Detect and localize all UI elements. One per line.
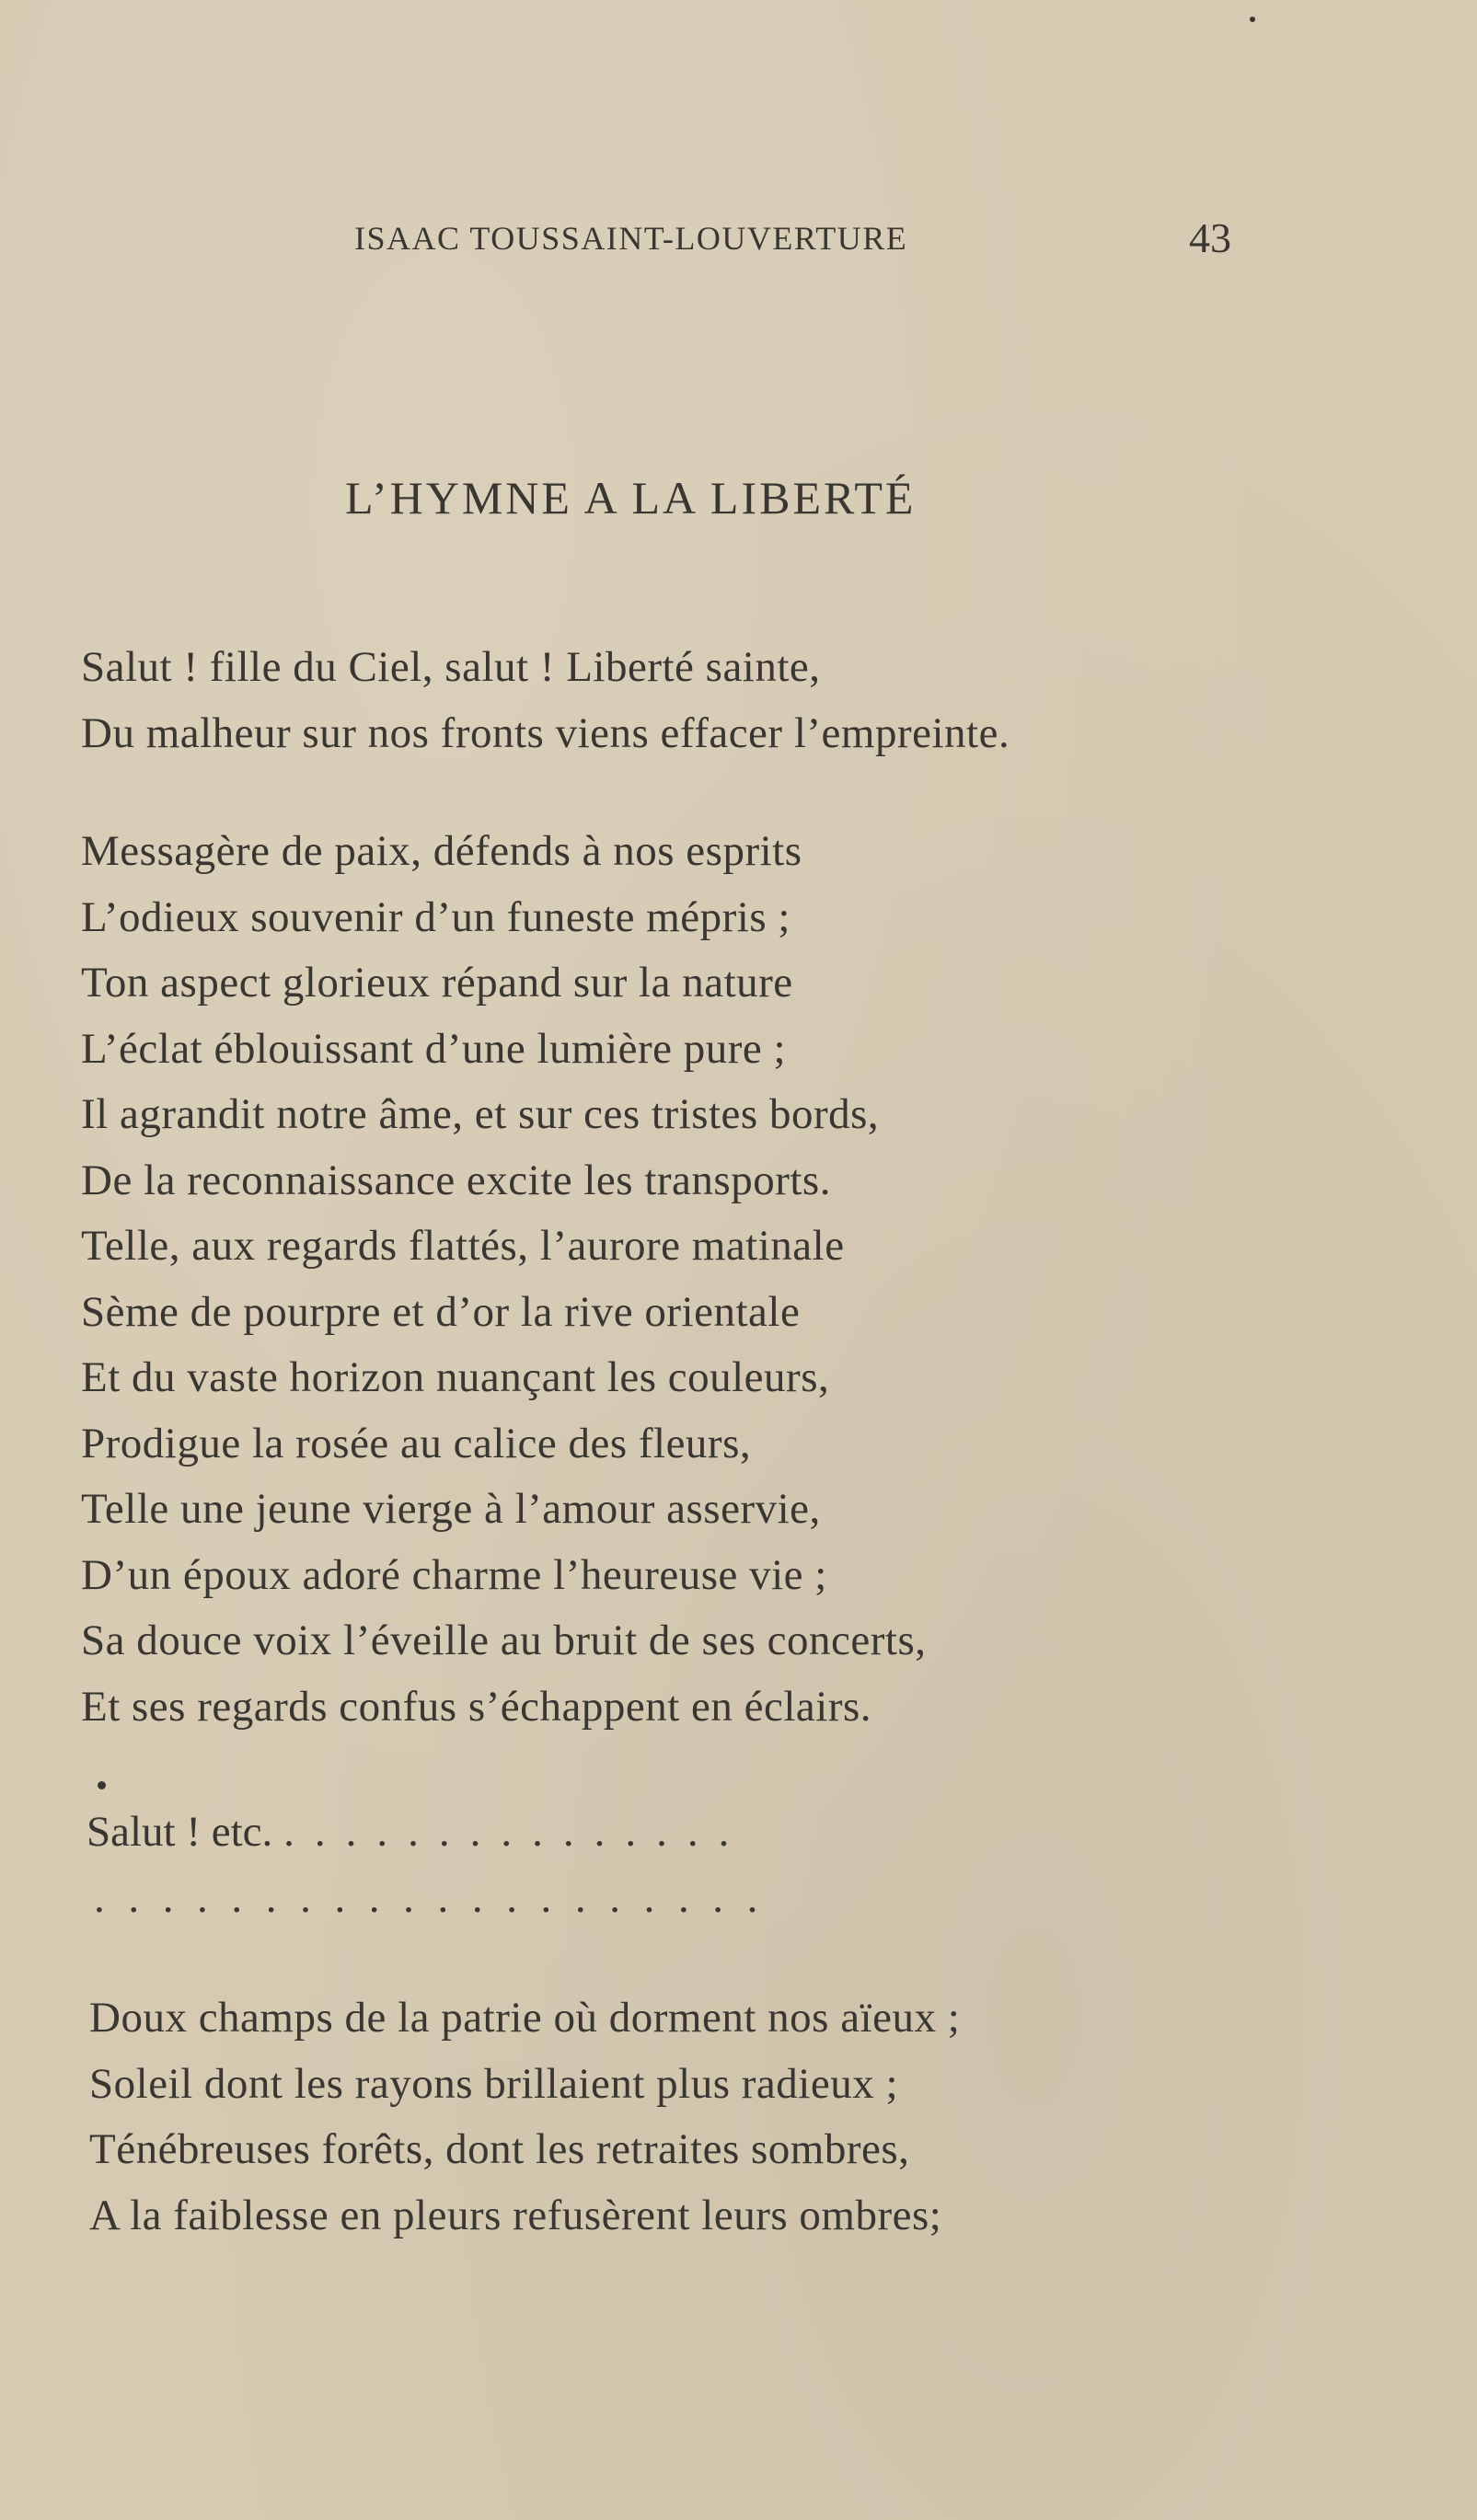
poem-line: Soleil dont les rayons brillaient plus radieux ;	[89, 2059, 898, 2108]
dot-leader-row: ....................	[94, 1874, 781, 1922]
poem-line: A la faiblesse en pleurs refusèrent leurs ombres;	[89, 2191, 942, 2239]
running-title: ISAAC TOUSSAINT-LOUVERTURE	[354, 220, 908, 257]
poem-line: D’un époux adoré charme l’heureuse vie ;	[81, 1550, 827, 1599]
refrain-text: Salut ! etc.	[87, 1808, 273, 1856]
poem-title: L’HYMNE A LA LIBERTÉ	[345, 472, 917, 524]
poem-line: Sa douce voix l’éveille au bruit de ses concerts,	[81, 1617, 927, 1664]
stanza-main	[81, 819, 1369, 1740]
page-header	[0, 214, 1477, 274]
poem-line: L’éclat éblouissant d’une lumière pure ;	[81, 1024, 787, 1073]
poem-line: Du malheur sur nos fronts viens effacer l’empreinte.	[81, 708, 1010, 757]
poem-line: Ton aspect glorieux répand sur la nature	[81, 959, 793, 1007]
poem-line: Et ses regards confus s’échappent en éclairs.	[81, 1682, 872, 1731]
poem-line: Telle, aux regards flattés, l’aurore matinale	[81, 1222, 845, 1270]
poem-line: Messagère de paix, défends à nos esprits	[81, 827, 802, 875]
poem-line: Prodigue la rosée au calice des fleurs,	[81, 1419, 752, 1467]
poem-line: Et du vaste horizon nuançant les couleurs,	[81, 1353, 830, 1401]
ellipsis-dots: ...............	[283, 1808, 750, 1856]
stanza-refrain-opening	[81, 635, 1369, 766]
poem-line: Doux champs de la patrie où dorment nos aïeux ;	[89, 1994, 961, 2042]
poem-line: Ténébreuses forêts, dont les retraites sombres,	[89, 2125, 910, 2173]
refrain-block	[87, 1799, 1191, 1931]
poem-line: Sème de pourpre et d’or la rive orientale	[81, 1287, 801, 1336]
ink-speck	[98, 1781, 106, 1789]
page-number: 43	[1189, 214, 1231, 261]
poem-line: De la reconnaissance excite les transports.	[81, 1156, 831, 1204]
poem-line: Il agrandit notre âme, et sur ces tristes bords,	[81, 1090, 880, 1138]
refrain-line	[87, 1799, 1191, 1865]
poem-line: Salut ! fille du Ciel, salut ! Liberté sainte,	[81, 643, 821, 691]
stanza-closing	[89, 1985, 1378, 2249]
ink-speck	[1250, 17, 1255, 22]
poem-line: Telle une jeune vierge à l’amour asservie,	[81, 1485, 821, 1533]
poem-line: L’odieux souvenir d’un funeste mépris ;	[81, 892, 790, 941]
